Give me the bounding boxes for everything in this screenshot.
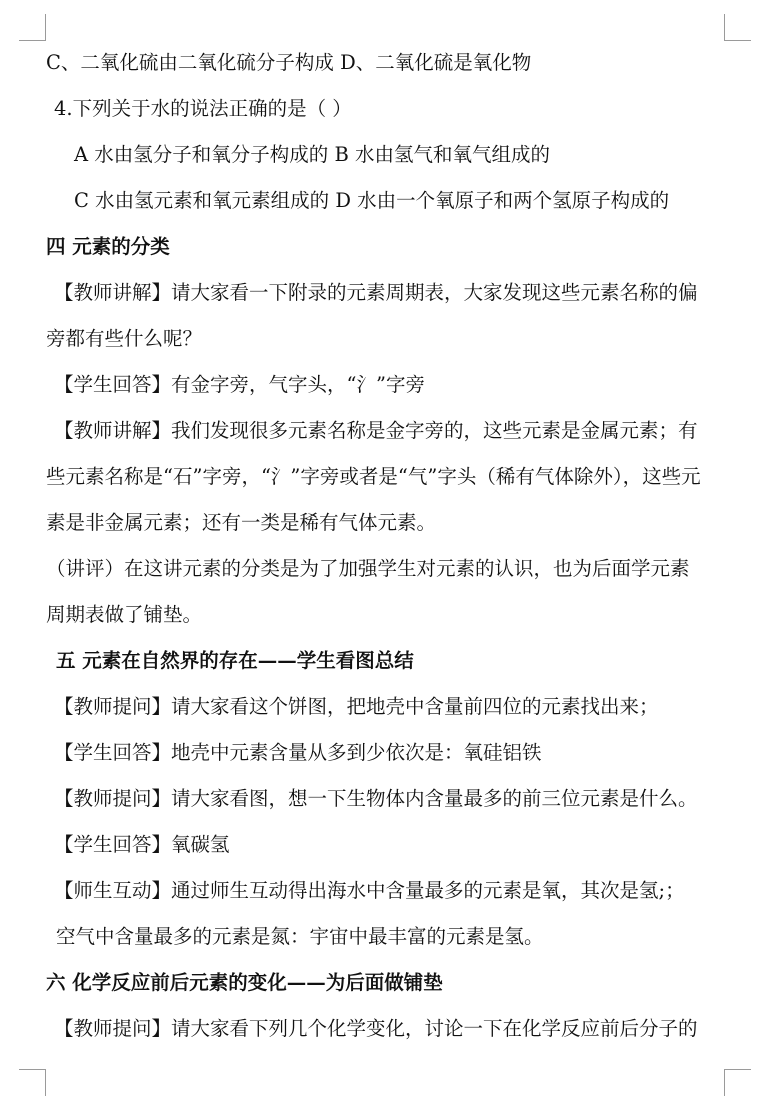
paragraph-line: 【学生回答】有金字旁，气字头，“氵”字旁: [54, 373, 425, 396]
option-line-c-d: C、二氧化硫由二氧化硫分子构成 D、二氧化硫是氧化物: [46, 51, 532, 74]
paragraph-line: 旁都有些什么呢？: [46, 327, 203, 350]
section-heading-6: 六 化学反应前后元素的变化——为后面做铺垫: [46, 971, 443, 994]
page-corner-mark-top-right: [724, 14, 751, 41]
paragraph-line: 【师生互动】通过师生互动得出海水中含量最多的元素是氧，其次是氢;；: [54, 879, 685, 902]
paragraph-line: 周期表做了铺垫。: [46, 603, 203, 626]
paragraph-line: （讲评）在这讲元素的分类是为了加强学生对元素的认识，也为后面学元素: [46, 557, 690, 580]
option-line-a-b: A 水由氢分子和氧分子构成的 B 水由氢气和氧气组成的: [74, 143, 551, 166]
paragraph-line: 【教师提问】请大家看图，想一下生物体内含量最多的前三位元素是什么。: [54, 787, 698, 810]
paragraph-line: 【教师提问】请大家看这个饼图，把地壳中含量前四位的元素找出来；: [54, 695, 659, 718]
paragraph-line: 【教师讲解】请大家看一下附录的元素周期表，大家发现这些元素名称的偏: [54, 281, 698, 304]
question-4: 4.下列关于水的说法正确的是（ ）: [54, 97, 352, 120]
paragraph-line: 【教师讲解】我们发现很多元素名称是金字旁的，这些元素是金属元素；有: [54, 419, 698, 442]
option-line-c-d: C 水由氢元素和氧元素组成的 D 水由一个氧原子和两个氢原子构成的: [74, 189, 670, 212]
paragraph-line: 些元素名称是“石”字旁，“氵”字旁或者是“气”字头（稀有气体除外），这些元: [46, 465, 701, 488]
paragraph-line: 素是非金属元素；还有一类是稀有气体元素。: [46, 511, 437, 534]
paragraph-line: 【教师提问】请大家看下列几个化学变化，讨论一下在化学反应前后分子的: [54, 1017, 698, 1040]
section-heading-5: 五 元素在自然界的存在——学生看图总结: [56, 649, 414, 672]
page-corner-mark-bottom-right: [724, 1069, 751, 1096]
paragraph-line: 空气中含量最多的元素是氮：宇宙中最丰富的元素是氢。: [56, 925, 544, 948]
section-heading-4: 四 元素的分类: [46, 235, 170, 258]
page-corner-mark-top-left: [19, 14, 46, 41]
page-corner-mark-bottom-left: [19, 1069, 46, 1096]
paragraph-line: 【学生回答】氧碳氢: [54, 833, 230, 856]
paragraph-line: 【学生回答】地壳中元素含量从多到少依次是：氧硅铝铁: [54, 741, 542, 764]
